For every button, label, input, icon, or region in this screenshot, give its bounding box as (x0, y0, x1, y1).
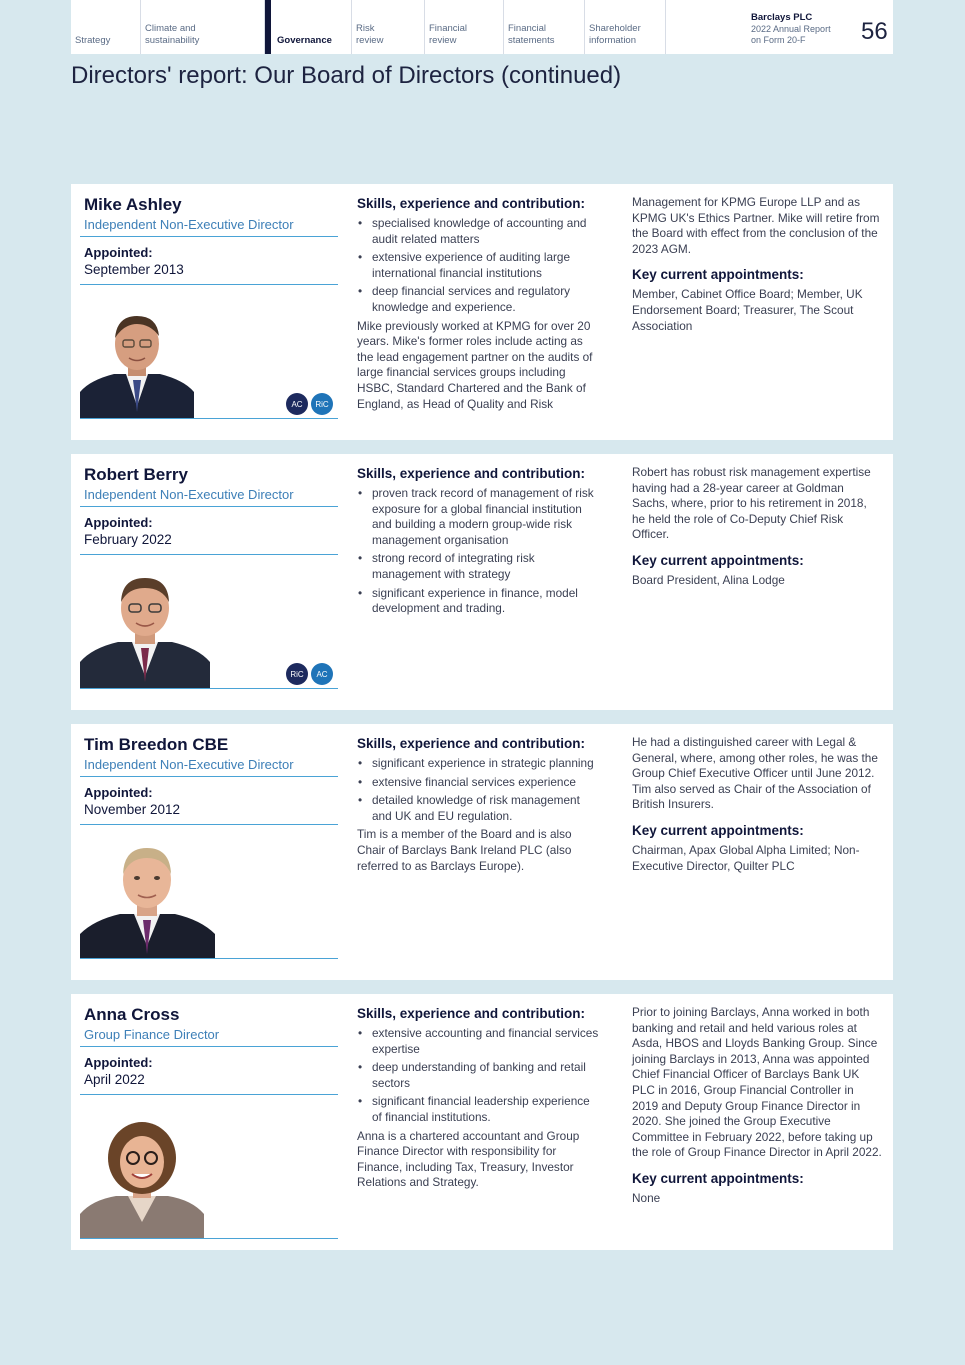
committee-badges (286, 393, 333, 415)
portrait-area (80, 297, 338, 419)
committee-badge: RiC (311, 393, 333, 415)
key-appointments: Chairman, Apax Global Alpha Limited; Non-Executive Director, Quilter PLC (632, 842, 860, 873)
appointed-label: Appointed: (84, 785, 153, 800)
key-appointments: Member, Cabinet Office Board; Member, UK Endorsement Board; Treasurer, The Scout Association (632, 287, 863, 333)
report-name: 2022 Annual Report (751, 23, 831, 34)
report-identity (751, 12, 831, 47)
skills-list (357, 216, 601, 316)
director-portrait (80, 838, 215, 958)
career-paragraph: Anna is a chartered accountant and Group Finance Director with responsibility for Finance, including Tax, Treasury, Investor Relations and Strategy. (357, 1128, 580, 1190)
skills-heading: Skills, experience and contribution: (357, 736, 586, 751)
director-name: Mike Ashley (84, 195, 182, 214)
appointed-date: November 2012 (80, 801, 338, 825)
portrait-area (80, 837, 338, 959)
director-card-anna-cross (71, 994, 893, 1250)
appointments-heading: Key current appointments: (632, 822, 804, 838)
tab-strategy[interactable]: Strategy (75, 34, 111, 46)
company-name: Barclays PLC (751, 12, 813, 23)
skills-bullet: • extensive accounting and financial services expertise (357, 1026, 601, 1057)
director-portrait (80, 1114, 204, 1238)
skills-heading: Skills, experience and contribution: (357, 196, 586, 211)
director-card-tim-breedon (71, 724, 893, 980)
key-appointments: Board President, Alina Lodge (632, 572, 785, 587)
director-name: Anna Cross (84, 1005, 180, 1024)
report-form: on Form 20-F (751, 35, 806, 45)
appointments-heading: Key current appointments: (632, 1170, 804, 1186)
portrait-area (80, 1107, 338, 1239)
page-number: 56 (861, 18, 888, 45)
key-appointments: None (632, 1190, 661, 1205)
director-portrait (80, 568, 210, 688)
top-navigation (71, 0, 893, 54)
appointed-label: Appointed: (84, 515, 153, 530)
director-card-mike-ashley (71, 184, 893, 440)
career-paragraph-continued: Management for KPMG Europe LLP and as KPMG UK's Ethics Partner. Mike will retire from the Board with effect from the conclusion of the 2023 AGM. (632, 195, 880, 256)
tab-climate-and-sustainability[interactable]: Climate and sustainability (140, 0, 264, 54)
appointed-date: September 2013 (80, 261, 338, 285)
director-portrait (80, 306, 194, 418)
tab-financial-statements[interactable]: Financial statements (503, 0, 584, 54)
tab-financial-review[interactable]: Financial review (424, 0, 503, 54)
director-name: Robert Berry (84, 465, 188, 484)
appointments-heading: Key current appointments: (632, 552, 804, 568)
skills-heading: Skills, experience and contribution: (357, 466, 586, 481)
director-name: Tim Breedon CBE (84, 735, 229, 754)
tab-governance[interactable]: Governance (264, 0, 351, 54)
committee-badge: RiC (286, 663, 308, 685)
director-role: Independent Non-Executive Director (80, 756, 338, 777)
director-role: Independent Non-Executive Director (80, 486, 338, 507)
portrait-area (80, 567, 338, 689)
appointed-label: Appointed: (84, 1055, 153, 1070)
skills-bullet: • extensive experience of auditing large international financial institutions (357, 250, 601, 281)
skills-heading: Skills, experience and contribution: (357, 1006, 586, 1021)
skills-list (357, 486, 601, 617)
skills-bullet: • significant experience in strategic planning (357, 756, 601, 772)
director-role: Independent Non-Executive Director (80, 216, 338, 237)
skills-bullet: • significant experience in finance, model development and trading. (357, 586, 601, 617)
tab-shareholder-information[interactable]: Shareholder information (584, 0, 666, 54)
committee-badges (286, 663, 333, 685)
skills-bullet: • strong record of integrating risk management with strategy (357, 551, 601, 582)
committee-badge: AC (311, 663, 333, 685)
director-role: Group Finance Director (80, 1026, 338, 1047)
skills-bullet: • detailed knowledge of risk management and UK and EU regulation. (357, 793, 601, 824)
career-paragraph-continued: He had a distinguished career with Legal & General, where, among other roles, he was the Group Chief Executive Officer until June 2012. Tim also served as Chair of the Association of British Insurers. (632, 735, 878, 812)
skills-bullet: • extensive financial services experience (357, 775, 601, 791)
skills-list (357, 756, 601, 824)
career-paragraph-continued: Prior to joining Barclays, Anna worked in both banking and retail and held various roles at Asda, HBOS and Lloyds Banking Group. Since joining Barclays in 2013, Anna was appointed Chief Financial Officer of Barclays Bank UK PLC in 2016, Group Financial Controller in 2019 and Deputy Group Finance Director in 2020. She joined the Group Executive Committee in February 2022, before taking up the role of Group Finance Director in April 2022. (632, 1005, 882, 1160)
skills-bullet: • deep understanding of banking and retail sectors (357, 1060, 601, 1091)
career-paragraph: Tim is a member of the Board and is also Chair of Barclays Bank Ireland PLC (also referred to as Barclays Europe). (357, 827, 572, 873)
skills-list (357, 1026, 601, 1126)
director-card-robert-berry (71, 454, 893, 710)
skills-bullet: • significant financial leadership experience of financial institutions. (357, 1094, 601, 1125)
appointments-heading: Key current appointments: (632, 267, 804, 283)
skills-bullet: • specialised knowledge of accounting and audit related matters (357, 216, 601, 247)
committee-badge: AC (286, 393, 308, 415)
skills-bullet: • deep financial services and regulatory knowledge and experience. (357, 284, 601, 315)
career-paragraph: Robert has robust risk management expertise having had a 28-year career at Goldman Sachs, where, prior to his retirement in 2018, he held the role of Co-Deputy Chief Risk Officer. (632, 465, 871, 542)
appointed-date: February 2022 (80, 531, 338, 555)
appointed-label: Appointed: (84, 245, 153, 260)
tab-risk-review[interactable]: Risk review (351, 0, 424, 54)
career-paragraph: Mike previously worked at KPMG for over 20 years. Mike's former roles include acting as the lead engagement partner on the audits of large financial services groups including HSBC, Standard Chartered and the Bank of England, as Head of Quality and Risk (357, 318, 593, 411)
skills-bullet: • proven track record of management of risk exposure for a global financial institution and building a modern group-wide risk management organisation (357, 486, 601, 548)
appointed-date: April 2022 (80, 1071, 338, 1095)
page-title: Directors' report: Our Board of Directors (continued) (71, 62, 622, 89)
